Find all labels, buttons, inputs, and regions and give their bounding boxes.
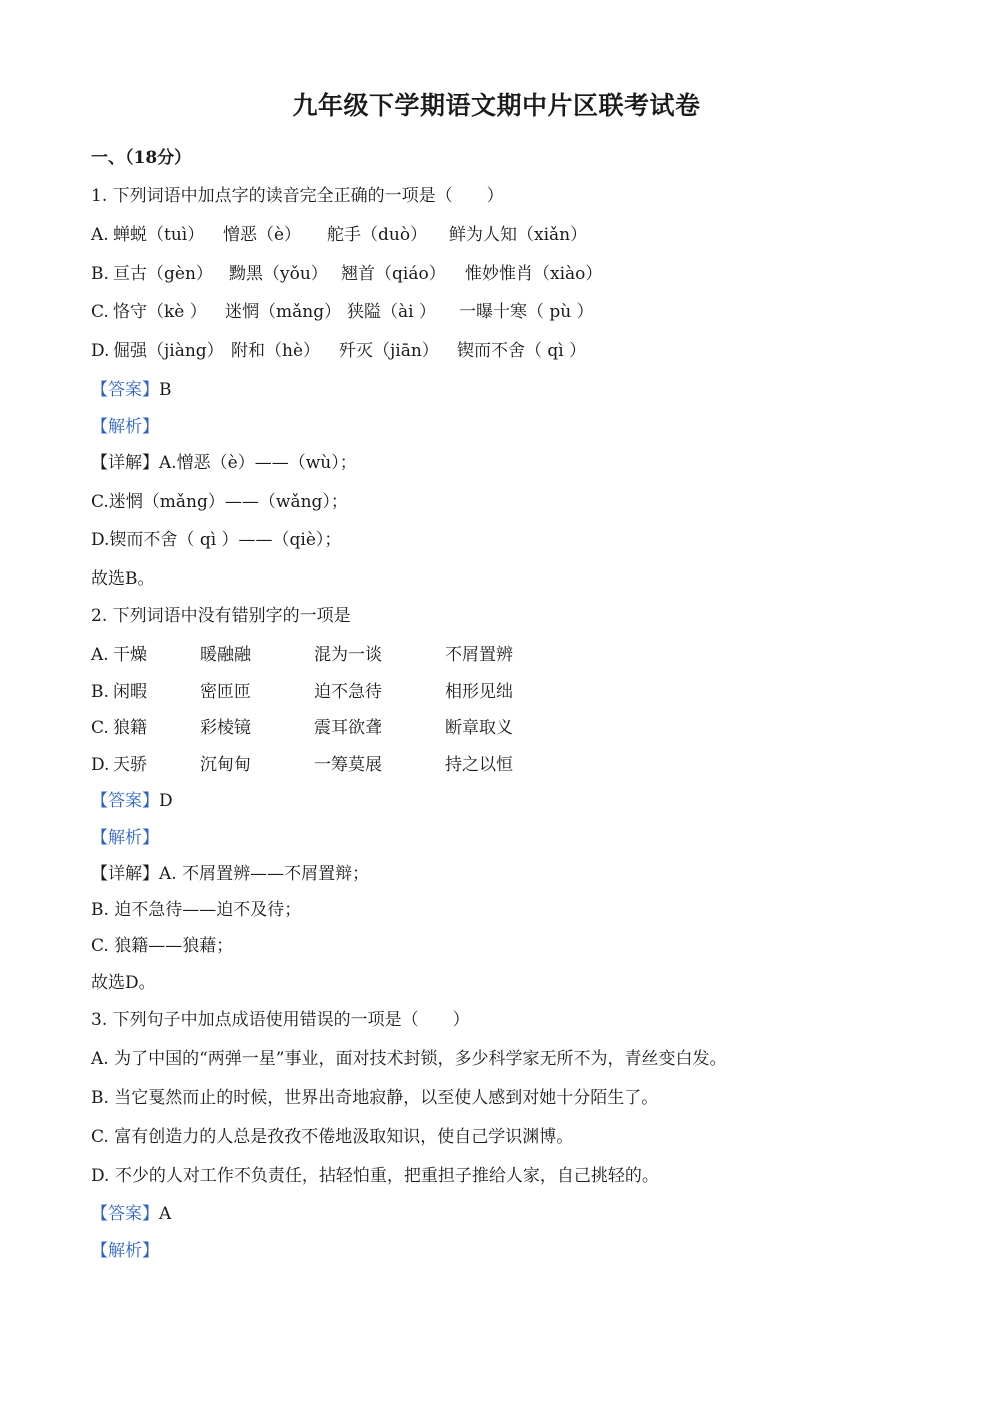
q1-option-a-item: 鲜为人知（xiǎn） bbox=[449, 225, 588, 245]
q1-option-c-item: 狭隘（ài ） bbox=[347, 302, 436, 322]
detail-tag: 【详解】 bbox=[91, 453, 159, 473]
q1-analysis-tag: 【解析】 bbox=[91, 417, 159, 437]
q2-option-c-item: 狼籍 bbox=[113, 718, 147, 738]
q1-option-a-item: 舵手（duò） bbox=[327, 225, 428, 245]
q2-detail: 【详解】A. 不屑置辨——不屑置辩； bbox=[91, 864, 370, 884]
q3-analysis-tag: 【解析】 bbox=[91, 1241, 159, 1261]
q3-option-d: D. 不少的人对工作不负责任，拈轻怕重，把重担子推给人家，自己挑轻的。 bbox=[91, 1166, 659, 1186]
q2-option-a-item: 暖融融 bbox=[200, 645, 251, 665]
q2-detail-line: B. 迫不急待——迫不及待； bbox=[91, 900, 302, 920]
q2-answer bbox=[91, 789, 173, 813]
q3-answer bbox=[91, 1202, 171, 1226]
q3-stem: 3. 下列句子中加点成语使用错误的一项是（ ） bbox=[91, 1010, 470, 1030]
q1-option-b-item: 翘首（qiáo） bbox=[341, 264, 446, 284]
section-heading: 一、（18分） bbox=[91, 148, 192, 168]
q1-detail-line: C.迷惘（mǎng）——（wǎng）； bbox=[91, 492, 348, 512]
q2-option-c: C. 狼籍 彩棱镜 震耳欲聋 断章取义 bbox=[91, 718, 513, 738]
answer-tag: 【答案】 bbox=[91, 1204, 159, 1224]
q2-option-a: A. 干燥 暖融融 混为一谈 不屑置辨 bbox=[91, 645, 513, 665]
q1-option-c-item: 一曝十寒（ pù ） bbox=[459, 302, 594, 322]
q2-option-d-item: 天骄 bbox=[113, 755, 147, 775]
q2-option-b-item: 迫不急待 bbox=[314, 682, 382, 702]
q2-option-a-item: 混为一谈 bbox=[314, 645, 382, 665]
q1-option-c-item: 恪守（kè ） bbox=[113, 302, 207, 322]
page-title: 九年级下学期语文期中片区联考试卷 bbox=[292, 91, 701, 120]
q2-conclusion: 故选D。 bbox=[91, 973, 156, 993]
q2-option-d-item: 沉甸甸 bbox=[200, 755, 251, 775]
detail-tag: 【详解】 bbox=[91, 864, 159, 884]
q1-detail-line: D.锲而不舍（ qì ）——（qiè）； bbox=[91, 530, 342, 550]
q3-option-c: C. 富有创造力的人总是孜孜不倦地汲取知识，使自己学识渊博。 bbox=[91, 1127, 574, 1147]
q1-answer bbox=[91, 378, 172, 402]
q2-option-c-item: 彩棱镜 bbox=[200, 718, 251, 738]
q1-option-b: B. 亘古（gèn） 黝黑（yǒu） 翘首（qiáo） 惟妙惟肖（xiào） bbox=[91, 264, 603, 284]
q1-option-d: D. 倔强（jiàng） 附和（hè） 歼灭（jiān） 锲而不舍（ qì ） bbox=[91, 341, 587, 361]
q2-option-c-item: 震耳欲聋 bbox=[314, 718, 382, 738]
q1-option-d-item: 倔强（jiàng） bbox=[113, 341, 224, 361]
q1-option-d-item: 锲而不舍（ qì ） bbox=[457, 341, 587, 361]
q1-conclusion: 故选B。 bbox=[91, 569, 155, 589]
q2-option-d-item: 持之以恒 bbox=[445, 755, 513, 775]
answer-tag: 【答案】 bbox=[91, 791, 159, 811]
answer-value: D bbox=[159, 791, 173, 811]
q1-option-a-item: 蝉蜕（tuì） bbox=[113, 225, 205, 245]
q2-option-b: B. 闲暇 密匝匝 迫不急待 相形见绌 bbox=[91, 682, 513, 702]
q2-detail-line: C. 狼籍——狼藉； bbox=[91, 936, 234, 956]
q1-option-b-item: 亘古（gèn） bbox=[113, 264, 213, 284]
q2-option-a-item: 干燥 bbox=[113, 645, 147, 665]
q2-analysis-tag: 【解析】 bbox=[91, 828, 159, 848]
q1-option-b-item: 惟妙惟肖（xiào） bbox=[465, 264, 603, 284]
q1-option-a: A. 蝉蜕（tuì） 憎恶（è） 舵手（duò） 鲜为人知（xiǎn） bbox=[91, 225, 588, 245]
q1-option-a-item: 憎恶（è） bbox=[223, 225, 302, 245]
q3-option-a: A. 为了中国的“两弹一星”事业，面对技术封锁，多少科学家无所不为，青丝变白发。 bbox=[91, 1049, 727, 1069]
q2-stem: 2. 下列词语中没有错别字的一项是 bbox=[91, 606, 351, 626]
q1-option-c: C. 恪守（kè ） 迷惘（mǎng） 狭隘（ài ） 一曝十寒（ pù ） bbox=[91, 302, 594, 322]
answer-value: A bbox=[159, 1204, 172, 1224]
q1-option-d-item: 歼灭（jiān） bbox=[339, 341, 439, 361]
q1-option-b-item: 黝黑（yǒu） bbox=[229, 264, 328, 284]
q1-detail: 【详解】A.憎恶（è）——（wù）； bbox=[91, 453, 357, 473]
q1-stem: 1. 下列词语中加点字的读音完全正确的一项是（ ） bbox=[91, 186, 504, 206]
q2-option-b-item: 闲暇 bbox=[113, 682, 147, 702]
q3-option-b: B. 当它戛然而止的时候，世界出奇地寂静，以至使人感到对她十分陌生了。 bbox=[91, 1088, 659, 1108]
q1-option-c-item: 迷惘（mǎng） bbox=[225, 302, 342, 322]
q2-option-b-item: 相形见绌 bbox=[445, 682, 513, 702]
q2-option-d-item: 一筹莫展 bbox=[314, 755, 382, 775]
q2-option-c-item: 断章取义 bbox=[445, 718, 513, 738]
q2-option-a-item: 不屑置辨 bbox=[445, 645, 513, 665]
q1-option-d-item: 附和（hè） bbox=[231, 341, 321, 361]
q2-option-d: D. 天骄 沉甸甸 一筹莫展 持之以恒 bbox=[91, 755, 513, 775]
q2-option-b-item: 密匝匝 bbox=[200, 682, 251, 702]
answer-tag: 【答案】 bbox=[91, 380, 159, 400]
answer-value: B bbox=[159, 380, 172, 400]
